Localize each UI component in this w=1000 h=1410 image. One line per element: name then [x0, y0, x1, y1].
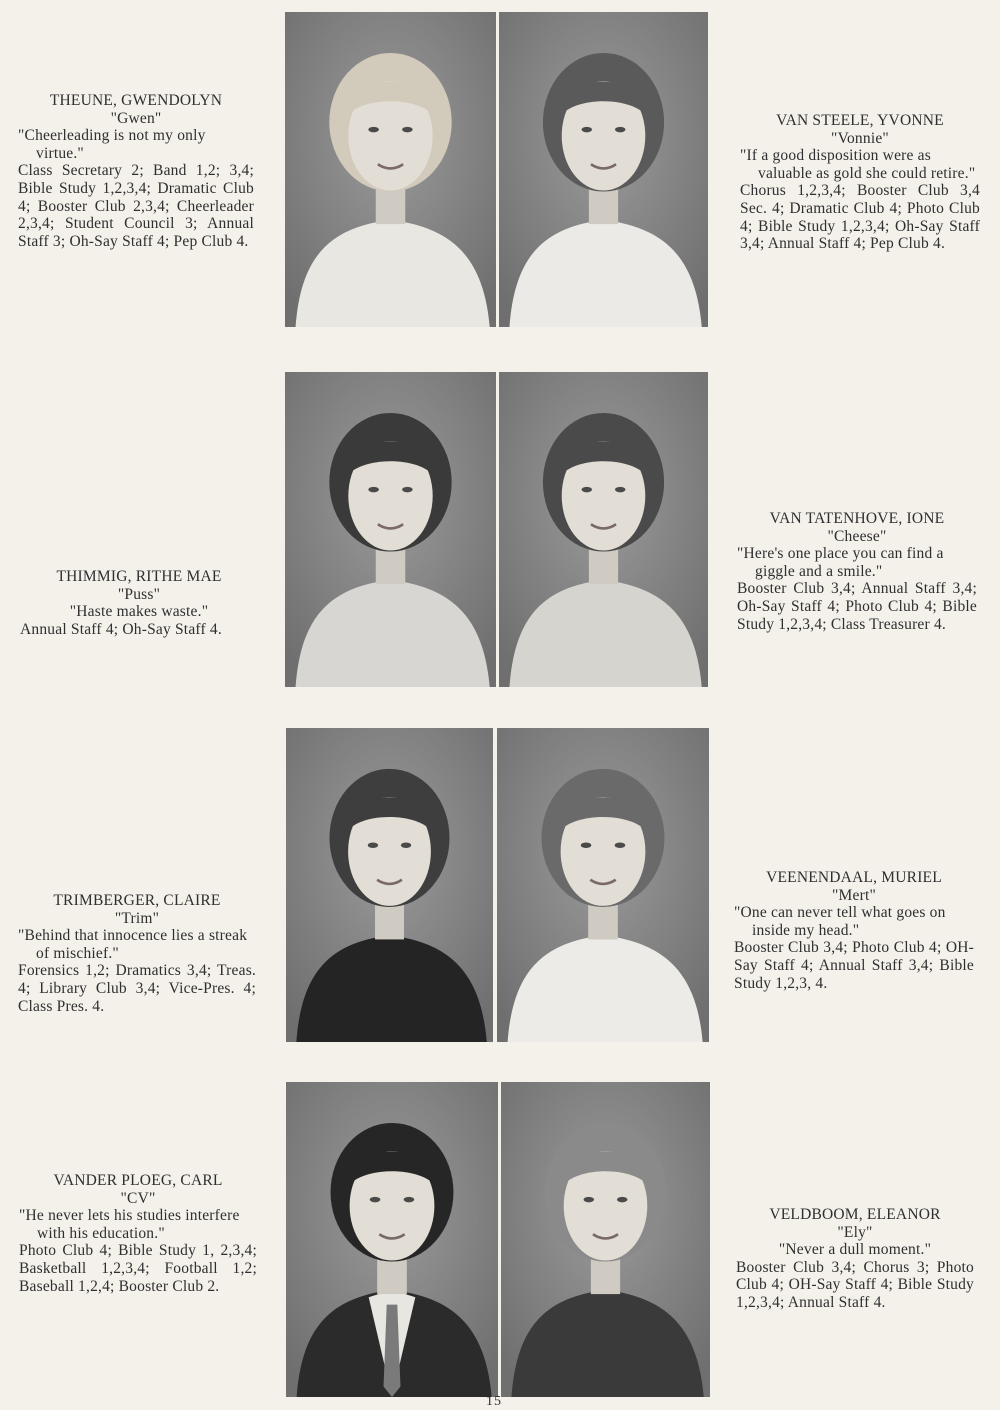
student-activities: Forensics 1,2; Dramatics 3,4; Treas. 4; Library Club 3,4; Vice-Pres. 4; Class Pres. 4. — [18, 962, 256, 1015]
student-bio — [20, 568, 258, 638]
student-portrait — [501, 1082, 710, 1397]
student-quote: "If a good disposition were as valuable as gold she could retire." — [740, 147, 976, 182]
student-activities: Photo Club 4; Bible Study 1, 2,3,4; Basketball 1,2,3,4; Football 1,2; Baseball 1,2,4; Booster Club 2. — [19, 1242, 257, 1295]
portrait-silhouette — [286, 1082, 498, 1397]
student-nickname: "Trim" — [114, 909, 160, 927]
student-bio — [18, 92, 254, 250]
student-bio — [734, 869, 974, 992]
student-quote: "Haste makes waste." — [69, 603, 209, 621]
page-number: 15 — [486, 1394, 502, 1409]
student-nickname: "Mert" — [832, 886, 876, 904]
student-quote: "He never lets his studies interfere with his education." — [19, 1207, 240, 1242]
portrait-eye — [584, 1197, 594, 1202]
portrait-eye — [370, 1197, 381, 1202]
portrait-eye — [582, 127, 592, 132]
student-activities: Annual Staff 4; Oh-Say Staff 4. — [20, 620, 222, 638]
student-name: VAN STEELE, YVONNE — [776, 112, 944, 129]
student-quote: "Never a dull moment." — [778, 1241, 932, 1259]
student-nickname: "Ely" — [837, 1223, 873, 1241]
student-nickname: "Gwen" — [110, 109, 162, 127]
portrait-silhouette — [497, 728, 709, 1042]
portrait-eye — [582, 487, 592, 492]
portrait-eye — [617, 1197, 627, 1202]
student-name: VEENENDAAL, MURIEL — [766, 869, 942, 886]
student-name: TRIMBERGER, CLAIRE — [53, 892, 221, 909]
student-quote: "Behind that innocence lies a streak of mischief." — [18, 927, 248, 962]
portrait-eye — [401, 843, 411, 848]
portrait-eye — [404, 1197, 415, 1202]
student-nickname: "CV" — [120, 1189, 156, 1207]
student-name: VAN TATENHOVE, IONE — [769, 510, 945, 527]
portrait-eye — [402, 127, 413, 132]
portrait-eye — [368, 487, 379, 492]
portrait-silhouette — [499, 12, 708, 327]
student-bio — [740, 112, 980, 253]
student-portrait — [499, 12, 708, 327]
student-activities: Booster Club 3,4; Annual Staff 3,4; Oh-Say Staff 4; Photo Club 4; Bible Study 1,2,3,4; Class Treasurer 4. — [737, 580, 977, 633]
student-portrait — [285, 372, 496, 687]
portrait-silhouette — [286, 728, 493, 1042]
student-quote: "Here's one place you can find a giggle and a smile." — [737, 545, 944, 580]
student-name: THIMMIG, RITHE MAE — [56, 568, 222, 585]
student-nickname: "Cheese" — [827, 527, 887, 545]
student-name: VANDER PLOEG, CARL — [53, 1172, 223, 1189]
student-bio — [737, 510, 977, 633]
student-activities: Chorus 1,2,3,4; Booster Club 3,4 Sec. 4; Dramatic Club 4; Photo Club 4; Bible Study 1,2,3,4; Oh-Say Staff 3,4; Annual Staff 4; Pep Club 4. — [740, 182, 980, 253]
portrait-eye — [615, 487, 625, 492]
portrait-silhouette — [499, 372, 708, 687]
portrait-eye — [615, 843, 626, 848]
student-activities: Booster Club 3,4; Photo Club 4; OH-Say Staff 4; Annual Staff 3,4; Bible Study 1,2,3, 4. — [734, 939, 974, 992]
student-quote: "Cheerleading is not my only virtue." — [18, 127, 206, 162]
student-bio — [19, 1172, 257, 1295]
student-portrait — [497, 728, 709, 1042]
student-name: THEUNE, GWENDOLYN — [49, 92, 223, 109]
student-portrait — [285, 12, 496, 327]
student-nickname: "Puss" — [117, 585, 161, 603]
student-activities: Class Secretary 2; Band 1,2; 3,4; Bible Study 1,2,3,4; Dramatic Club 4; Booster Club 2,3,4; Cheerleader 2,3,4; Student Council 3; Annual Staff 3; Oh-Say Staff 4; Pep Club 4. — [18, 162, 254, 250]
portrait-eye — [615, 127, 625, 132]
student-nickname: "Vonnie" — [831, 129, 889, 147]
portrait-silhouette — [501, 1082, 710, 1397]
student-bio — [736, 1206, 974, 1312]
student-name: VELDBOOM, ELEANOR — [769, 1206, 941, 1223]
portrait-eye — [402, 487, 413, 492]
portrait-eye — [368, 843, 378, 848]
student-activities: Booster Club 3,4; Chorus 3; Photo Club 4; OH-Say Staff 4; Bible Study 1,2,3,4; Annual Staff 4. — [736, 1258, 974, 1311]
portrait-silhouette — [285, 372, 496, 687]
student-bio — [18, 892, 256, 1015]
portrait-eye — [368, 127, 379, 132]
student-portrait — [499, 372, 708, 687]
portrait-eye — [581, 843, 592, 848]
student-portrait — [286, 728, 493, 1042]
student-quote: "One can never tell what goes on inside my head." — [734, 904, 946, 939]
portrait-silhouette — [285, 12, 496, 327]
student-portrait — [286, 1082, 498, 1397]
